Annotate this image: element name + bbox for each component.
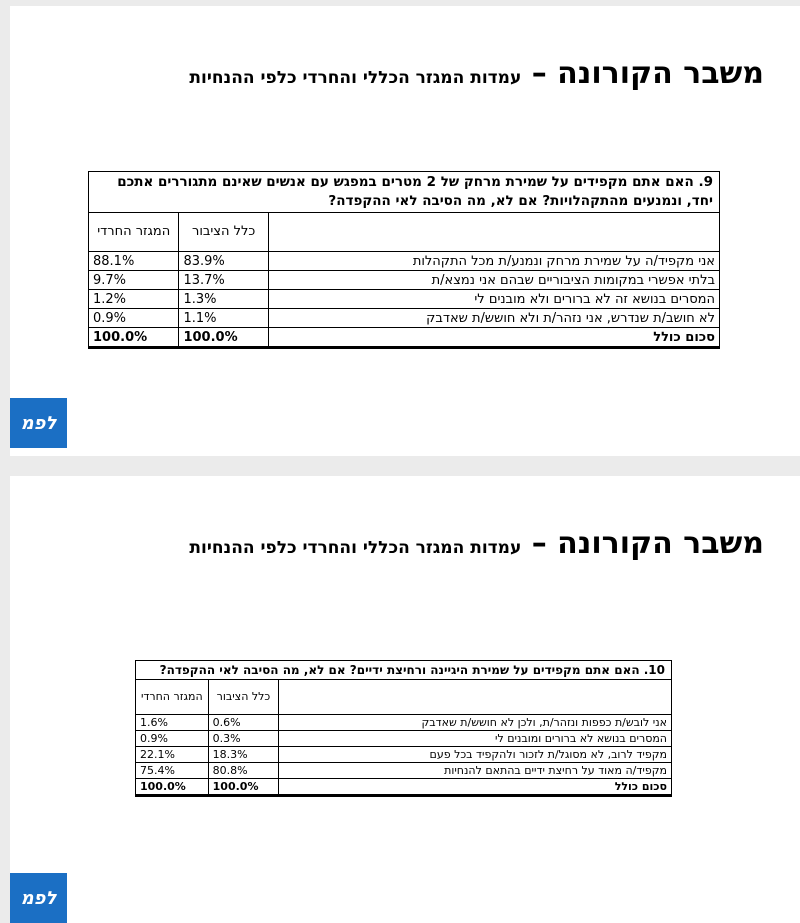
total-haredi-value: 100.0%: [136, 779, 209, 796]
table-row: [89, 252, 720, 271]
total-row: [89, 328, 720, 348]
table-row: [136, 715, 672, 731]
survey-table: [135, 660, 672, 797]
row-haredi-value: 75.4%: [136, 763, 209, 779]
header-blank: [268, 213, 719, 252]
table-row: [136, 731, 672, 747]
header-general-public: כלל הציבור: [179, 213, 268, 252]
header-haredi-sector: המגזר החרדי: [89, 213, 179, 252]
row-label: אני מקפיד/ה על שמירת מרחק ונמנע/ת מכל התקהלות: [268, 252, 719, 271]
row-public-value: 80.8%: [208, 763, 279, 779]
title-dash: –: [521, 526, 558, 561]
table-row: [89, 290, 720, 309]
row-public-value: 0.6%: [208, 715, 279, 731]
row-haredi-value: 1.6%: [136, 715, 209, 731]
row-label: המסרים בנושא זה לא ברורים ולא מובנים לי: [268, 290, 719, 309]
row-public-value: 1.3%: [179, 290, 268, 309]
header-general-public: כלל הציבור: [208, 680, 279, 715]
row-haredi-value: 88.1%: [89, 252, 179, 271]
row-label: לא חושב/ת שנדרש, אני נזהר/ת ולא חושש/ת שאדבק: [268, 309, 719, 328]
title-dash: –: [521, 56, 558, 91]
title-main: משבר הקורונה: [557, 526, 764, 561]
row-public-value: 83.9%: [179, 252, 268, 271]
row-label: אני לובש/ת כפפות ונזהר/ת, ולכן לא חושש/ת שאדבק: [279, 715, 672, 731]
survey-table: [88, 171, 720, 349]
title-sub: עמדות המגזר הכללי והחרדי כלפי ההנחיות: [189, 68, 522, 88]
header-haredi-sector: המגזר החרדי: [136, 680, 209, 715]
row-public-value: 0.3%: [208, 731, 279, 747]
row-public-value: 18.3%: [208, 747, 279, 763]
row-label: המסרים בנושא לא ברורים ומובנים לי: [279, 731, 672, 747]
lapam-logo: לפמ: [10, 873, 67, 923]
total-public-value: 100.0%: [208, 779, 279, 796]
question-text: 10. האם אתם מקפידים על שמירת היגיינה ורחיצת ידיים? אם לא, מה הסיבה לאי ההקפדה?: [136, 661, 672, 680]
row-haredi-value: 0.9%: [136, 731, 209, 747]
total-label: סכום כולל: [279, 779, 672, 796]
row-public-value: 1.1%: [179, 309, 268, 328]
lapam-logo: לפמ: [10, 398, 67, 448]
row-label: מקפיד/ה מאוד על רחיצת ידיים בהתאם להנחיות: [279, 763, 672, 779]
row-haredi-value: 1.2%: [89, 290, 179, 309]
total-haredi-value: 100.0%: [89, 328, 179, 348]
row-haredi-value: 22.1%: [136, 747, 209, 763]
title-main: משבר הקורונה: [557, 56, 764, 91]
row-label: מקפיד לרוב, לא מסוגל/ת לזכור ולהקפיד בכל פעם: [279, 747, 672, 763]
table-row: [89, 309, 720, 328]
slide-q10: [10, 476, 800, 923]
row-haredi-value: 9.7%: [89, 271, 179, 290]
question-text: 9. האם אתם מקפידים על שמירת מרחק של 2 מטרים במפגש עם אנשים שאינם מתגוררים אתכם יחד, ונמנעים מהתקהלויות? אם לא, מה הסיבה לאי ההקפדה?: [89, 172, 720, 213]
header-blank: [279, 680, 672, 715]
table-row: [136, 747, 672, 763]
row-label: בלתי אפשרי במקומות הציבוריים שבהם אני נמצא/ת: [268, 271, 719, 290]
slide-title: [189, 526, 764, 561]
row-haredi-value: 0.9%: [89, 309, 179, 328]
total-label: סכום כולל: [268, 328, 719, 348]
slide-title: [189, 56, 764, 91]
title-sub: עמדות המגזר הכללי והחרדי כלפי ההנחיות: [189, 538, 522, 558]
table-row: [136, 763, 672, 779]
slide-q9: [10, 6, 800, 456]
total-public-value: 100.0%: [179, 328, 268, 348]
total-row: [136, 779, 672, 796]
table-row: [89, 271, 720, 290]
row-public-value: 13.7%: [179, 271, 268, 290]
